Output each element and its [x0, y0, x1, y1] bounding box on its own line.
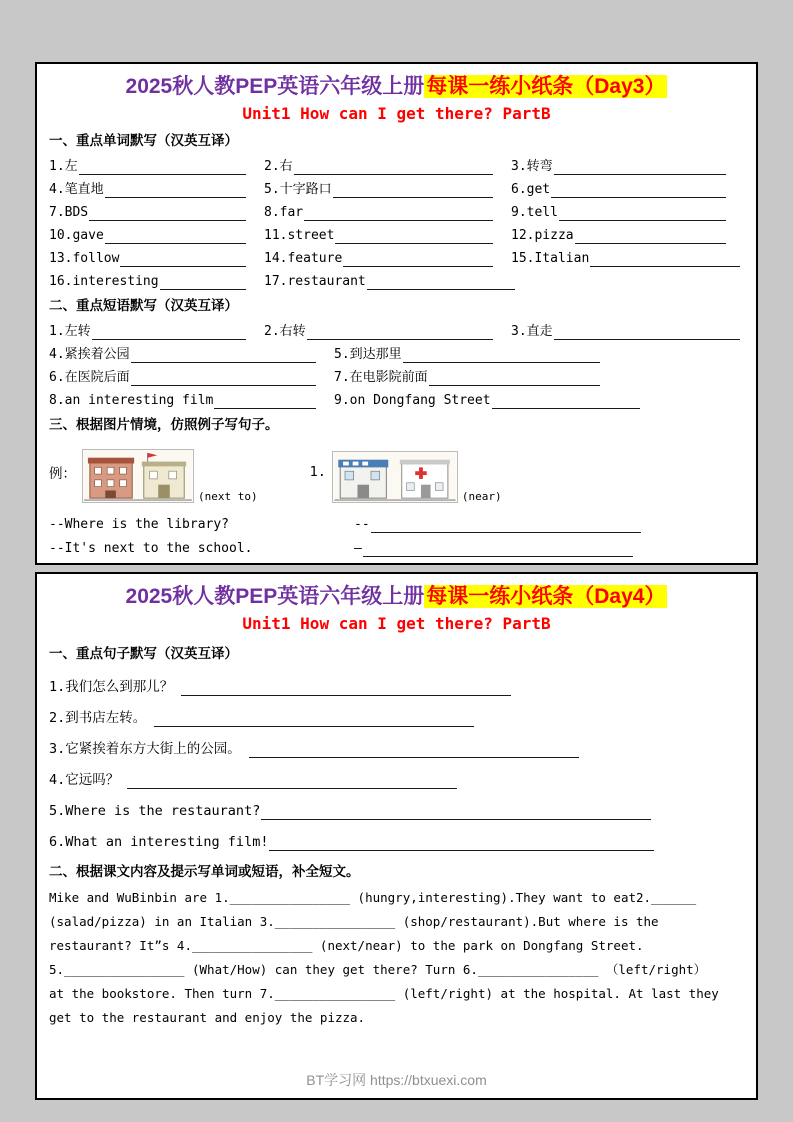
answer-blank — [551, 183, 726, 198]
sentence-item-label: 1.我们怎么到那儿？ — [49, 679, 174, 695]
word-item-label: 5.十字路口 — [264, 182, 332, 197]
answer-blank — [333, 183, 493, 198]
phrase-item — [49, 386, 334, 409]
word-item-label: 7.BDS — [49, 205, 89, 220]
word-item-label: 17.restaurant — [264, 274, 366, 289]
word-item — [511, 244, 744, 267]
phrase-item-label: 1.左转 — [49, 324, 91, 339]
word-item-label: 4.笔直地 — [49, 182, 104, 197]
word-item — [264, 221, 511, 244]
answer-blank — [181, 681, 511, 696]
word-item-label: 2.右 — [264, 159, 293, 174]
day4-subtitle: Unit1 How can I get there? PartB — [242, 614, 551, 633]
answer-blank — [92, 325, 246, 340]
dialogue-blanks — [354, 509, 641, 557]
phrase-item-label: 5.到达那里 — [334, 347, 402, 362]
word-item-label: 3.转弯 — [511, 159, 553, 174]
day3-word-row-16-17 — [49, 267, 744, 290]
word-item — [49, 175, 264, 198]
word-item-label: 1.左 — [49, 159, 78, 174]
answer-blank — [249, 743, 579, 758]
word-item — [511, 152, 744, 175]
answer-blank — [131, 348, 316, 363]
word-item-label: 13.follow — [49, 251, 120, 266]
phrase-item — [334, 363, 604, 386]
day3-title — [49, 74, 744, 100]
phrase-item-label: 2.右转 — [264, 324, 306, 339]
dialogue-example — [49, 509, 354, 557]
sentence-item — [49, 665, 744, 696]
day4-section2-heading: 二、根据课文内容及提示写单词或短语，补全短文。 — [49, 864, 360, 879]
answer-blank — [367, 275, 515, 290]
day3-dialogue — [49, 509, 744, 557]
word-item-label: 11.street — [264, 228, 335, 243]
word-item-label: 8.far — [264, 205, 304, 220]
example-buildings-image — [82, 449, 194, 503]
sentence-item-label: 2.到书店左转。 — [49, 710, 147, 726]
sentence-item-label: 3.它紧挨着东方大街上的公园。 — [49, 741, 241, 757]
answer-blank — [335, 229, 493, 244]
answer-blank — [403, 348, 600, 363]
word-item-label: 6.get — [511, 182, 551, 197]
day3-phrase-row-2 — [49, 340, 744, 363]
dialogue-blank-question: -- — [354, 509, 641, 533]
word-item — [264, 198, 511, 221]
word-item-label: 14.feature — [264, 251, 343, 266]
day3-figure-row — [49, 441, 744, 503]
answer-blank — [554, 160, 726, 175]
dialogue-answer: --It's next to the school. — [49, 541, 253, 556]
phrase-item — [511, 317, 744, 340]
question1-label: 1. — [309, 464, 326, 480]
answer-blank — [307, 325, 493, 340]
answer-blank — [492, 394, 640, 409]
answer-blank — [79, 160, 246, 175]
example-label: 例： — [49, 466, 76, 482]
word-item — [49, 221, 264, 244]
passage-line: (salad/pizza) in an Italian 3.________________ (shop/restaurant).But where is the — [49, 914, 659, 929]
day3-phrase-row-1 — [49, 317, 744, 340]
word-item — [264, 175, 511, 198]
word-item — [264, 267, 519, 290]
phrase-item-label: 7.在电影院前面 — [334, 370, 428, 385]
passage-line: get to the restaurant and enjoy the pizza. — [49, 1010, 366, 1025]
answer-blank — [131, 371, 316, 386]
word-item — [511, 198, 744, 221]
day3-section3-heading: 三、根据图片情境，仿照例子写句子。 — [49, 417, 279, 432]
phrase-item — [49, 340, 334, 363]
answer-blank — [160, 275, 246, 290]
site-watermark: BT学习网 https://btxuexi.com — [306, 1072, 487, 1088]
answer-blank — [429, 371, 600, 386]
word-item-label: 9.tell — [511, 205, 558, 220]
word-item — [49, 267, 264, 290]
word-item-label: 12.pizza — [511, 228, 574, 243]
answer-blank — [304, 206, 493, 221]
phrase-item — [334, 340, 604, 363]
day4-section1-heading: 一、重点句子默写（汉英互译） — [49, 646, 238, 661]
day3-word-grid — [49, 152, 744, 267]
answer-blank — [590, 252, 740, 267]
dialogue-blank-answer: — — [354, 533, 641, 557]
passage-line: 5.________________ (What/How) can they get there? Turn 6.________________ （left/right） — [49, 962, 707, 977]
day3-phrase-row-4 — [49, 386, 744, 409]
answer-blank — [269, 836, 654, 851]
answer-blank — [127, 774, 457, 789]
day4-title-main: 2025秋人教PEP英语六年级上册 — [125, 585, 425, 608]
phrase-item-label: 9.on Dongfang Street — [334, 393, 491, 408]
phrase-item-label: 8.an interesting film — [49, 393, 214, 408]
example-caption: (next to) — [198, 490, 258, 503]
word-item — [49, 152, 264, 175]
phrase-item-label: 4.紧挨着公园 — [49, 347, 130, 362]
sentence-item — [49, 789, 744, 820]
word-item — [511, 175, 744, 198]
day4-cloze-passage — [49, 886, 744, 1030]
dialogue-question: --Where is the library? — [49, 517, 230, 532]
day3-section2-heading: 二、重点短语默写（汉英互译） — [49, 298, 238, 313]
day4-title — [49, 584, 744, 610]
day3-title-main: 2025秋人教PEP英语六年级上册 — [125, 75, 425, 98]
answer-blank — [363, 542, 633, 557]
answer-blank — [105, 229, 246, 244]
word-item — [49, 244, 264, 267]
answer-blank — [575, 229, 726, 244]
worksheet-day3-panel — [35, 62, 758, 565]
sentence-item-label: 6.What an interesting film! — [49, 834, 269, 850]
answer-blank — [343, 252, 493, 267]
question1-buildings-image — [332, 451, 458, 503]
sentence-item-label: 4.它远吗？ — [49, 772, 120, 788]
day3-section1-heading: 一、重点单词默写（汉英互译） — [49, 133, 238, 148]
word-item-label: 15.Italian — [511, 251, 590, 266]
answer-blank — [294, 160, 493, 175]
day3-phrase-row-3 — [49, 363, 744, 386]
sentence-item-label: 5.Where is the restaurant? — [49, 803, 261, 819]
word-item — [264, 244, 511, 267]
answer-blank — [261, 805, 651, 820]
sentence-item — [49, 820, 744, 851]
answer-blank — [105, 183, 246, 198]
word-item — [49, 198, 264, 221]
question1-caption: (near) — [461, 490, 502, 503]
answer-blank — [559, 206, 726, 221]
word-item — [264, 152, 511, 175]
answer-blank — [120, 252, 246, 267]
phrase-item-label: 3.直走 — [511, 324, 553, 339]
day3-title-highlight: 每课一练小纸条（Day3） — [426, 75, 666, 98]
sentence-item — [49, 758, 744, 789]
passage-line: Mike and WuBinbin are 1.________________ (hungry,interesting).They want to eat2.______ — [49, 890, 697, 905]
passage-line: restaurant? It”s 4.________________ (next/near) to the park on Dongfang Street. — [49, 938, 644, 953]
answer-blank — [554, 325, 740, 340]
answer-blank — [214, 394, 316, 409]
passage-line: at the bookstore. Then turn 7.________________ (left/right) at the hospital. At last they — [49, 986, 719, 1001]
answer-blank — [89, 206, 246, 221]
day3-subtitle: Unit1 How can I get there? PartB — [242, 104, 551, 123]
word-item-label: 16.interesting — [49, 274, 159, 289]
word-item — [511, 221, 744, 244]
phrase-item — [49, 363, 334, 386]
phrase-item — [49, 317, 264, 340]
phrase-item — [334, 386, 644, 409]
word-item-label: 10.gave — [49, 228, 104, 243]
day4-title-highlight: 每课一练小纸条（Day4） — [426, 585, 666, 608]
answer-blank — [154, 712, 474, 727]
sentence-item — [49, 727, 744, 758]
phrase-item-label: 6.在医院后面 — [49, 370, 130, 385]
sentence-item — [49, 696, 744, 727]
answer-blank — [371, 518, 641, 533]
worksheet-day4-panel — [35, 572, 758, 1100]
phrase-item — [264, 317, 511, 340]
